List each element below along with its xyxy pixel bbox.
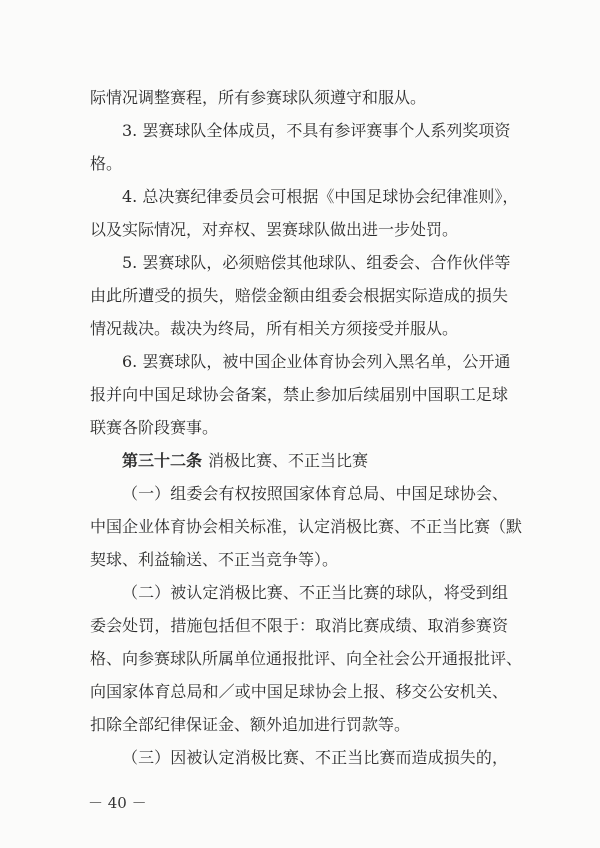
heading-line xyxy=(90,449,508,482)
text-line: 扣除全部纪律保证金、额外追加进行罚款等。 xyxy=(90,715,411,734)
text-line: 4. 总决赛纪律委员会可根据《中国足球协会纪律准则》， xyxy=(122,187,519,206)
text-line: 际情况调整赛程，所有参赛球队须遵守和服从。 xyxy=(90,88,427,107)
text-line: 3. 罢赛球队全体成员，不具有参评赛事个人系列奖项资 xyxy=(122,121,511,140)
paragraph xyxy=(90,251,511,350)
text-line: 由此所遭受的损失，赔偿金额由组委会根据实际造成的损失 xyxy=(90,286,508,305)
text-line: （三）因被认定消极比赛、不正当比赛而造成损失的， xyxy=(122,748,508,767)
text-line: （一）组委会有权按照国家体育总局、中国足球协会、 xyxy=(122,484,508,503)
paragraph xyxy=(90,86,508,119)
text-line: 格、向参赛球队所属单位通报批评、向全社会公开通报批评、 xyxy=(90,649,523,668)
paragraph xyxy=(90,119,511,185)
paragraph xyxy=(90,350,511,449)
text-line: 委会处罚，措施包括但不限于：取消比赛成绩、取消参赛资 xyxy=(90,616,508,635)
text-line: 格。 xyxy=(90,154,123,173)
text-line: 中国企业体育协会相关标准，认定消极比赛、不正当比赛（默 xyxy=(90,517,523,536)
text-line: 联赛各阶段赛事。 xyxy=(90,418,219,437)
text-line: 5. 罢赛球队，必须赔偿其他球队、组委会、合作伙伴等 xyxy=(122,253,511,272)
text-line: 报并向中国足球协会备案，禁止参加后续届别中国职工足球 xyxy=(90,385,508,404)
text-line: 6. 罢赛球队，被中国企业体育协会列入黑名单，公开通 xyxy=(122,352,511,371)
text-line: 情况裁决。裁决为终局，所有相关方须接受并服从。 xyxy=(90,319,459,338)
text-line: （二）被认定消极比赛、不正当比赛的球队，将受到组 xyxy=(122,583,508,602)
paragraph xyxy=(90,185,519,251)
paragraph xyxy=(90,482,523,581)
article-number: 第三十二条 xyxy=(122,451,203,470)
page-number: － 40 － xyxy=(88,794,147,812)
paragraph xyxy=(90,746,508,779)
text-line: 契球、利益输送、不正当竞争等）。 xyxy=(90,550,339,569)
paragraph xyxy=(90,581,523,746)
text-line: 以及实际情况，对弃权、罢赛球队做出进一步处罚。 xyxy=(90,220,459,239)
article-title: 消极比赛、不正当比赛 xyxy=(208,451,369,470)
document-body xyxy=(90,86,523,779)
text-line: 向国家体育总局和／或中国足球协会上报、移交公安机关、 xyxy=(90,682,508,701)
article-heading xyxy=(90,449,508,482)
